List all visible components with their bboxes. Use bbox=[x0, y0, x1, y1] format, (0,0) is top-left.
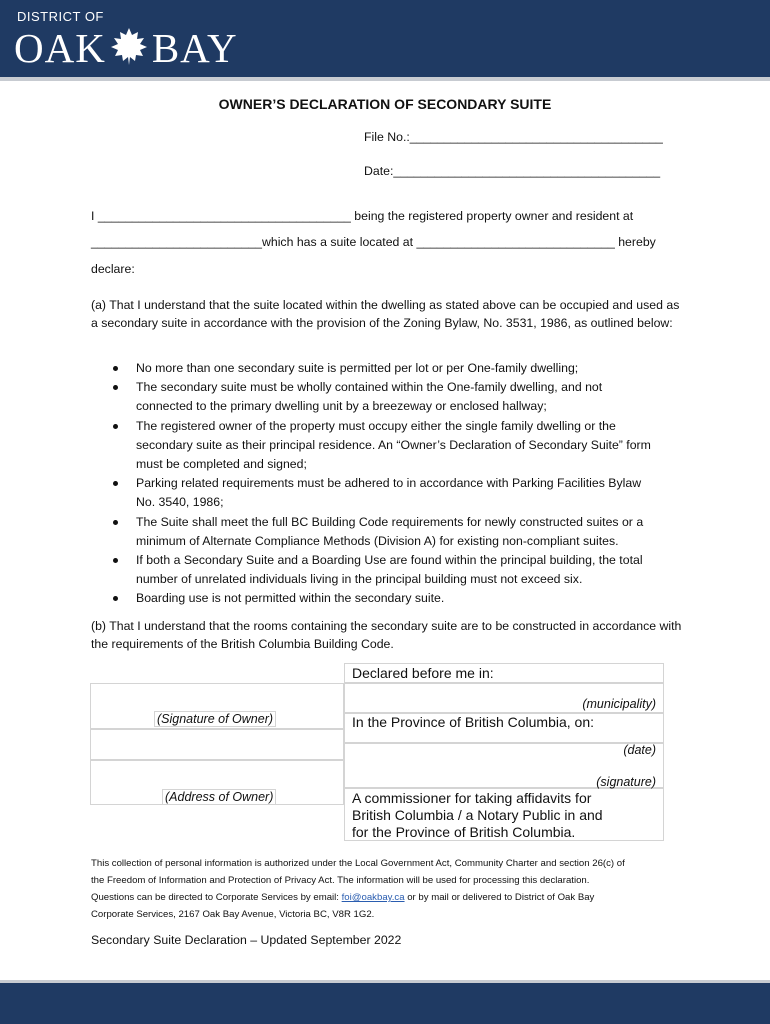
list-item: If both a Secondary Suite and a Boarding Use are found within the principal building, the total number of unrelated individuals living in the principal building must not exceed six. bbox=[91, 551, 651, 589]
list-item: The secondary suite must be wholly contained within the One-family dwelling, and not connected to the primary dwelling unit by a breezeway or enclosed hallway; bbox=[91, 378, 651, 416]
owner-address-label: (Address of Owner) bbox=[162, 789, 276, 805]
file-number-field[interactable]: File No.:_____________________________________ bbox=[364, 130, 663, 144]
header-banner bbox=[0, 0, 770, 77]
requirements-list bbox=[91, 359, 651, 609]
list-item: The registered owner of the property must occupy either the single family dwelling or the secondary suite as their principal residence. An “Owner’s Declaration of Secondary Suite” form must be completed and signed; bbox=[91, 417, 651, 475]
commissioner-signature-label: (signature) bbox=[596, 775, 656, 789]
date-field[interactable]: Date:_______________________________________ bbox=[364, 164, 661, 178]
table-cell bbox=[90, 729, 344, 760]
date-label: (date) bbox=[623, 743, 656, 757]
signature-table bbox=[90, 663, 664, 841]
clause-a: (a) That I understand that the suite located within the dwelling as stated above can be occupied and used as a secondary suite in accordance with the provision of the Zoning Bylaw, No. 3531, 1986, as outlined below: bbox=[91, 298, 680, 330]
list-item: Boarding use is not permitted within the secondary suite. bbox=[91, 589, 651, 608]
province-label: In the Province of British Columbia, on: bbox=[352, 714, 595, 730]
municipality-label: (municipality) bbox=[582, 697, 656, 711]
privacy-notice bbox=[91, 855, 661, 923]
list-item: No more than one secondary suite is permitted per lot or per One-family dwelling; bbox=[91, 359, 651, 378]
footer-banner bbox=[0, 983, 770, 1024]
privacy-line: the Freedom of Information and Protection of Privacy Act. The information will be used for processing this declaration. bbox=[91, 875, 590, 886]
logo-district-of: DISTRICT OF bbox=[17, 9, 104, 24]
logo-bay: BAY bbox=[151, 25, 238, 71]
logo-wordmark bbox=[14, 26, 238, 70]
commissioner-line-3: for the Province of British Columbia. bbox=[352, 824, 576, 840]
commissioner-line-2: British Columbia / a Notary Public in and bbox=[352, 807, 603, 823]
list-item: The Suite shall meet the full BC Building Code requirements for newly constructed suites or a minimum of Alternate Compliance Methods (Division A) for existing non-compliant suites. bbox=[91, 513, 651, 551]
declare-text: declare: bbox=[91, 262, 135, 276]
clause-b: (b) That I understand that the rooms containing the secondary suite are to be constructed in accordance with the requirements of the British Columbia Building Code. bbox=[91, 619, 682, 651]
declared-before-label: Declared before me in: bbox=[352, 665, 494, 681]
commissioner-line-1: A commissioner for taking affidavits for bbox=[352, 790, 592, 806]
privacy-line: Questions can be directed to Corporate Services by email: foi@oakbay.ca or by mail or delivered to District of Oak Bay bbox=[91, 892, 595, 903]
page-title: OWNER’S DECLARATION OF SECONDARY SUITE bbox=[218, 96, 552, 112]
list-item: Parking related requirements must be adhered to in accordance with Parking Facilities Bylaw No. 3540, 1986; bbox=[91, 474, 651, 512]
owner-name-line[interactable]: I _____________________________________ being the registered property owner and resident at bbox=[91, 209, 634, 223]
header-divider bbox=[0, 77, 770, 81]
document-version: Secondary Suite Declaration – Updated September 2022 bbox=[91, 933, 402, 947]
address-line[interactable]: _________________________which has a suite located at _____________________________ hereby bbox=[91, 235, 656, 249]
privacy-line: Corporate Services, 2167 Oak Bay Avenue, Victoria BC, V8R 1G2. bbox=[91, 909, 375, 920]
owner-signature-label: (Signature of Owner) bbox=[154, 711, 276, 727]
logo-oak: OAK bbox=[14, 25, 106, 71]
oak-leaf-icon bbox=[107, 26, 151, 66]
privacy-line: This collection of personal information is authorized under the Local Government Act, Community Charter and section 26(c) of bbox=[91, 858, 625, 869]
email-link[interactable]: foi@oakbay.ca bbox=[341, 892, 405, 903]
